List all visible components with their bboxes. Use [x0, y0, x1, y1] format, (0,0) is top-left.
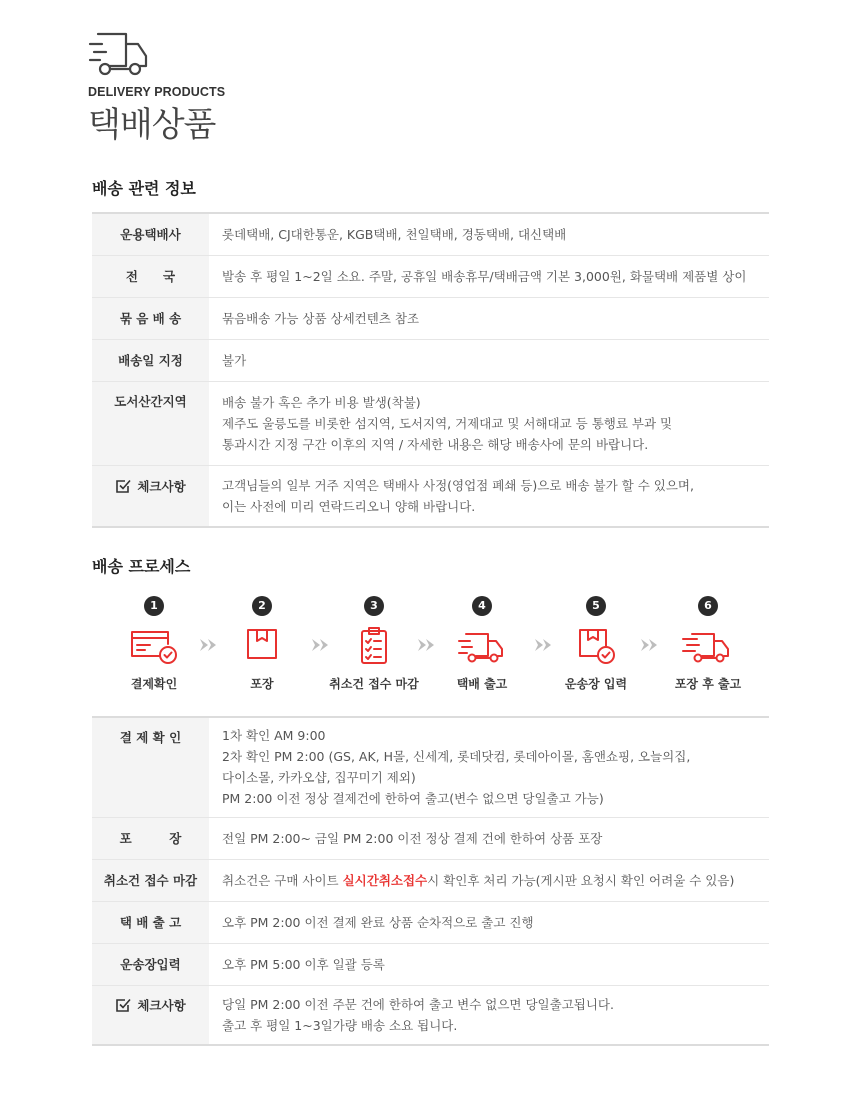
delivery-truck-icon: [456, 626, 508, 666]
table-row: [92, 901, 769, 943]
step-number: 4: [472, 596, 492, 616]
process-title: 배송 프로세스: [92, 557, 191, 576]
row-label: 결 제 확 인: [92, 717, 209, 817]
process-steps: [92, 596, 769, 696]
process-step-5: [536, 596, 656, 692]
package-box-icon: [236, 626, 288, 666]
step-label: 포장: [250, 677, 274, 691]
page-header: [88, 30, 225, 146]
row-label: 배송일 지정: [92, 339, 209, 381]
row-label: 체크사항: [92, 985, 209, 1045]
row-label: 택 배 출 고: [92, 901, 209, 943]
table-row: [92, 943, 769, 985]
table-row: [92, 817, 769, 859]
process-info-table: [92, 716, 769, 1046]
header-eng-title: DELIVERY PRODUCTS: [88, 85, 226, 99]
step-label: 운송장 입력: [564, 677, 628, 691]
table-row: [92, 339, 769, 381]
process-step-2: [202, 596, 322, 692]
row-label: 취소건 접수 마감: [92, 859, 209, 901]
table-row: [92, 859, 769, 901]
step-label: 결제확인: [130, 677, 178, 691]
row-value: 취소건은 구매 사이트 실시간취소접수시 확인후 처리 가능(게시판 요청시 확인 어려울 수 있음): [209, 859, 769, 901]
shipping-info-table: [92, 212, 769, 528]
row-value: 묶음배송 가능 상품 상세컨텐츠 참조: [209, 297, 769, 339]
step-number: 5: [586, 596, 606, 616]
row-value: 오후 PM 2:00 이전 결제 완료 상품 순차적으로 출고 진행: [209, 901, 769, 943]
checkbox-icon: [115, 478, 131, 494]
process-step-4: [422, 596, 542, 692]
table-row: [92, 297, 769, 339]
row-label: 체크사항: [92, 465, 209, 527]
process-step-1: [94, 596, 214, 692]
table-row: [92, 465, 769, 527]
row-value: 불가: [209, 339, 769, 381]
truck-outline-icon: [88, 30, 152, 82]
table-row: [92, 381, 769, 465]
step-label: 택배 출고: [456, 677, 508, 691]
row-value: 1차 확인 AM 9:00 2차 확인 PM 2:00 (GS, AK, H몰, 신세계, 롯데닷컴, 롯데아이몰, 홈앤쇼핑, 오늘의집, 다이소몰, 카카오샵, 집꾸미기 제외) PM 2:00 이전 정상 결제건에 한하여 출고(변수 없으면 당일출고 가능): [222, 728, 691, 807]
row-label: 도서산간지역: [92, 381, 209, 465]
row-value: 당일 PM 2:00 이전 주문 건에 한하여 출고 변수 없으면 당일출고됩니다. 출고 후 평일 1~3일가량 배송 소요 됩니다.: [209, 985, 769, 1045]
row-value: 배송 불가 혹은 추가 비용 발생(착불) 제주도 울릉도를 비롯한 섬지역, 도서지역, 거제대교 및 서해대교 등 통행료 부과 및 통과시간 지정 구간 이후의 지역 / 자세한 내용은 해당 배송사에 문의 바랍니다.: [209, 381, 769, 465]
row-label: 운용택배사: [92, 213, 209, 255]
table-row: [92, 985, 769, 1045]
step-label: 포장 후 출고: [674, 677, 742, 691]
row-label: 포 장: [92, 817, 209, 859]
step-number: 3: [364, 596, 384, 616]
row-value: 오후 PM 5:00 이후 일괄 등록: [209, 943, 769, 985]
table-row: [92, 255, 769, 297]
row-value: 고객님들의 일부 거주 지역은 택배사 사정(영업점 폐쇄 등)으로 배송 불가 할 수 있으며, 이는 사전에 미리 연락드리오니 양해 바랍니다.: [209, 465, 769, 527]
step-label: 취소건 접수 마감: [329, 677, 419, 691]
realtime-cancel-highlight: 실시간취소접수: [342, 872, 428, 888]
checkbox-icon: [115, 997, 131, 1013]
row-value: 롯데택배, CJ대한통운, KGB택배, 천일택배, 경동택배, 대신택배: [222, 226, 567, 242]
row-label: 전 국: [92, 255, 209, 297]
payment-card-check-icon: [128, 626, 180, 666]
process-step-6: [648, 596, 768, 692]
table-row: [92, 717, 769, 817]
page-title: 택배상품: [88, 105, 216, 145]
row-value: 발송 후 평일 1~2일 소요. 주말, 공휴일 배송휴무/택배금액 기본 3,000원, 화물택배 제품별 상이: [209, 255, 769, 297]
fast-truck-icon: [682, 626, 734, 666]
step-number: 6: [698, 596, 718, 616]
clipboard-checklist-icon: [348, 626, 400, 666]
row-label: 운송장입력: [92, 943, 209, 985]
box-check-icon: [570, 626, 622, 666]
row-value: 전일 PM 2:00~ 금일 PM 2:00 이전 정상 결제 건에 한하여 상품 포장: [209, 817, 769, 859]
row-label: 묶 음 배 송: [92, 297, 209, 339]
table-row: [92, 213, 769, 255]
shipping-info-title: 배송 관련 정보: [92, 179, 196, 198]
step-number: 1: [144, 596, 164, 616]
step-number: 2: [252, 596, 272, 616]
